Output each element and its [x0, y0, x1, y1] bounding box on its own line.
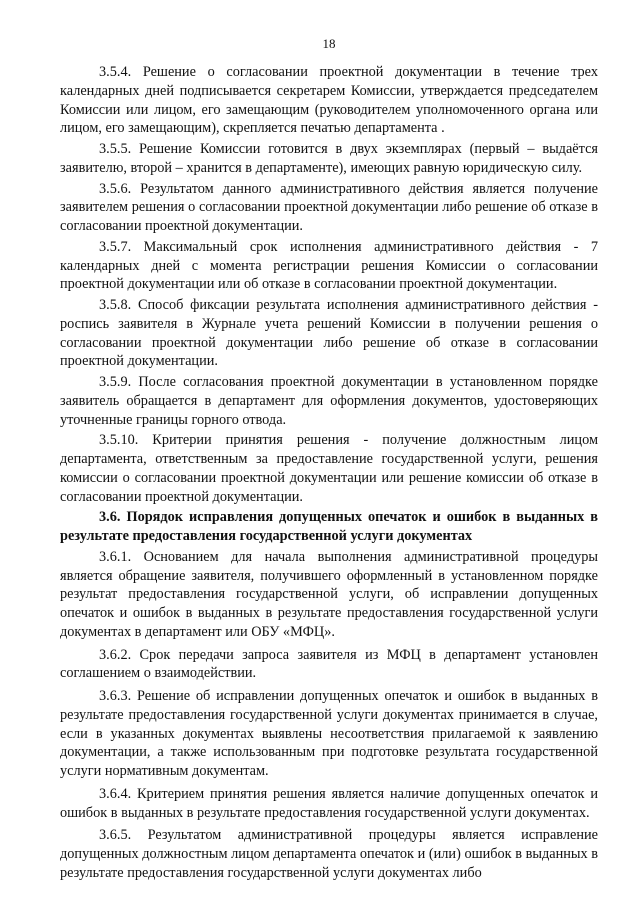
paragraph-3-5-7: 3.5.7. Максимальный срок исполнения административного действия - 7 календарных дней с момента регистрации решения Комиссии о согласовании проектной документации или об отказе в согласовании проектной документации. — [60, 238, 598, 293]
paragraph-3-5-6: 3.5.6. Результатом данного административного действия является получение заявителем решения о согласовании проектной документации либо решение об отказе в согласовании проектной документации. — [60, 180, 598, 234]
paragraph-3-5-9: 3.5.9. После согласования проектной документации в установленном порядке заявитель обращается в департамент для оформления документов, удостоверяющих уточненные границы горного отвода. — [60, 374, 598, 428]
paragraph-3-6-4: 3.6.4. Критерием принятия решения является наличие допущенных опечаток и ошибок в выданных в результате предоставления государственной услуги документах. — [60, 785, 598, 821]
paragraph-3-5-10: 3.5.10. Критерии принятия решения - получение должностным лицом департамента, ответственным за предоставление государственной услуги, решения комиссии о согласовании проектной документации или решение комиссии об отказе в согласовании проектной документации. — [60, 432, 598, 505]
paragraph-3-5-4: 3.5.4. Решение о согласовании проектной документации в течение трех календарных дней подписывается секретарем Комиссии, утверждается председателем Комиссии или лицом, его замещающим (руководителем уполномоченного органа или лицом, его замещающим), скрепляется печатью департамента . — [60, 64, 598, 137]
paragraph-3-6-2: 3.6.2. Срок передачи запроса заявителя из МФЦ в департамент установлен соглашением о взаимодействии. — [60, 646, 598, 682]
paragraph-3-6-3: 3.6.3. Решение об исправлении допущенных опечаток и ошибок в выданных в результате предоставления государственной услуги документах принимается в случае, если в указанных документах выявлены несоответствия прилагаемой к заявлению документации, а также использованным при подготовке результата государственной услуги нормативным документам. — [60, 688, 598, 779]
paragraph-3-6-5: 3.6.5. Результатом административной процедуры является исправление допущенных должностным лицом департамента опечаток и (или) ошибок в выданных в результате предоставления государственной услуги документах либо — [60, 827, 598, 881]
document-body — [60, 63, 598, 883]
paragraph-3-5-8: 3.5.8. Способ фиксации результата исполнения административного действия - роспись заявителя в Журнале учета решений Комиссии в получении решения о согласовании проектной документации либо решение об отказе в согласовании проектной документации. — [60, 297, 598, 370]
section-heading-3-6: 3.6. Порядок исправления допущенных опечаток и ошибок в выданных в результате предоставления государственной услуги документах — [60, 509, 598, 544]
paragraph-3-6-1: 3.6.1. Основанием для начала выполнения административной процедуры является обращение заявителя, получившего оформленный в установленном порядке результат предоставления государственной услуги, об исправлении допущенных опечаток и ошибок в выданных в результате предоставления государственной услуги документах в департамент или ОБУ «МФЦ». — [60, 548, 598, 640]
page-number: 18 — [322, 36, 336, 51]
paragraph-3-5-5: 3.5.5. Решение Комиссии готовится в двух экземплярах (первый – выдаётся заявителю, второй – хранится в департаменте), имеющих равную юридическую силу. — [60, 141, 598, 176]
